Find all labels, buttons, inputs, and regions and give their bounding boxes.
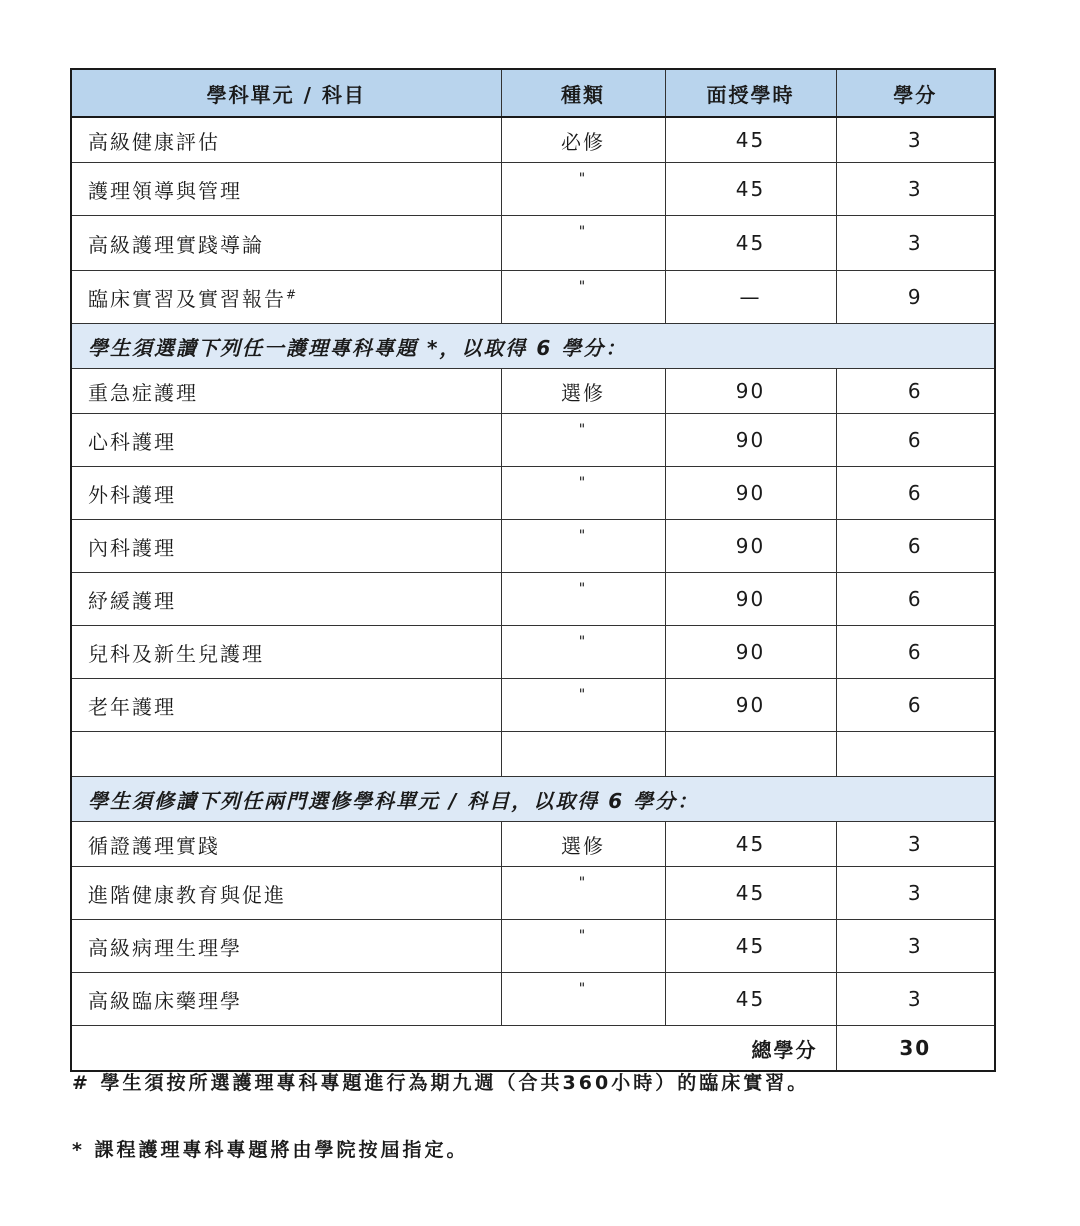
footnotes bbox=[72, 1068, 1032, 1162]
subject-credits: 3 bbox=[836, 163, 995, 216]
table-row bbox=[71, 216, 995, 271]
footnote-specialty-topic: * 課程護理專科專題將由學院按屆指定。 bbox=[72, 1139, 469, 1161]
subject-credits: 6 bbox=[836, 369, 995, 414]
empty-cell bbox=[501, 732, 665, 777]
subject-credits: 3 bbox=[836, 117, 995, 163]
table-row bbox=[71, 271, 995, 324]
subject-type-ditto: " bbox=[501, 973, 665, 1026]
table-row bbox=[71, 414, 995, 467]
section-header-elective bbox=[71, 777, 995, 822]
subject-hours: 45 bbox=[665, 822, 836, 867]
subject-hours: 90 bbox=[665, 467, 836, 520]
subject-name: 高級護理實踐導論 bbox=[71, 216, 501, 271]
subject-hours: 45 bbox=[665, 920, 836, 973]
subject-hours: 90 bbox=[665, 520, 836, 573]
subject-hours: 90 bbox=[665, 626, 836, 679]
subject-credits: 6 bbox=[836, 573, 995, 626]
subject-credits: 9 bbox=[836, 271, 995, 324]
table-row bbox=[71, 822, 995, 867]
header-credits: 學分 bbox=[836, 69, 995, 117]
subject-credits: 3 bbox=[836, 973, 995, 1026]
subject-type-ditto: " bbox=[501, 467, 665, 520]
subject-name: 高級臨床藥理學 bbox=[71, 973, 501, 1026]
subject-name: 進階健康教育與促進 bbox=[71, 867, 501, 920]
subject-type-ditto: " bbox=[501, 414, 665, 467]
subject-name: 心科護理 bbox=[71, 414, 501, 467]
subject-hours: 45 bbox=[665, 216, 836, 271]
empty-row bbox=[71, 732, 995, 777]
table-row bbox=[71, 867, 995, 920]
subject-credits: 6 bbox=[836, 626, 995, 679]
subject-type-ditto: " bbox=[501, 679, 665, 732]
subject-name: 老年護理 bbox=[71, 679, 501, 732]
table-row bbox=[71, 679, 995, 732]
curriculum-table-container bbox=[70, 68, 994, 1072]
table-header-row bbox=[71, 69, 995, 117]
subject-type-ditto: " bbox=[501, 216, 665, 271]
subject-type-ditto: " bbox=[501, 520, 665, 573]
subject-name: 內科護理 bbox=[71, 520, 501, 573]
subject-hours: 90 bbox=[665, 414, 836, 467]
empty-cell bbox=[665, 732, 836, 777]
table-row bbox=[71, 369, 995, 414]
subject-name: 臨床實習及實習報告 bbox=[88, 286, 286, 311]
subject-credits: 3 bbox=[836, 216, 995, 271]
subject-credits: 3 bbox=[836, 867, 995, 920]
header-subject: 學科單元 / 科目 bbox=[71, 69, 501, 117]
subject-name: 外科護理 bbox=[71, 467, 501, 520]
curriculum-table bbox=[70, 68, 996, 1072]
empty-cell bbox=[836, 732, 995, 777]
table-row bbox=[71, 520, 995, 573]
table-row bbox=[71, 973, 995, 1026]
footnote-marker: # bbox=[286, 286, 299, 301]
subject-type-ditto: " bbox=[501, 573, 665, 626]
header-type: 種類 bbox=[501, 69, 665, 117]
table-row bbox=[71, 467, 995, 520]
footnote-clinical-practicum: # 學生須按所選護理專科專題進行為期九週（合共360小時）的臨床實習。 bbox=[72, 1072, 810, 1094]
subject-hours: 45 bbox=[665, 117, 836, 163]
section-title: 學生須選讀下列任一護理專科專題 *，以取得 6 學分： bbox=[71, 324, 995, 369]
subject-name-with-sup bbox=[71, 271, 501, 324]
subject-hours: 90 bbox=[665, 573, 836, 626]
subject-hours: 45 bbox=[665, 867, 836, 920]
subject-type: 必修 bbox=[501, 117, 665, 163]
section-header-specialty bbox=[71, 324, 995, 369]
subject-hours: 90 bbox=[665, 369, 836, 414]
subject-type: 選修 bbox=[501, 369, 665, 414]
table-row bbox=[71, 573, 995, 626]
subject-type: 選修 bbox=[501, 822, 665, 867]
subject-type-ditto: " bbox=[501, 626, 665, 679]
subject-type-ditto: " bbox=[501, 163, 665, 216]
subject-name: 護理領導與管理 bbox=[71, 163, 501, 216]
empty-cell bbox=[71, 732, 501, 777]
subject-hours: 90 bbox=[665, 679, 836, 732]
subject-credits: 3 bbox=[836, 920, 995, 973]
subject-name: 兒科及新生兒護理 bbox=[71, 626, 501, 679]
total-label: 總學分 bbox=[71, 1026, 836, 1072]
total-row bbox=[71, 1026, 995, 1072]
subject-name: 循證護理實踐 bbox=[71, 822, 501, 867]
table-row bbox=[71, 626, 995, 679]
table-row bbox=[71, 117, 995, 163]
header-hours: 面授學時 bbox=[665, 69, 836, 117]
subject-type-ditto: " bbox=[501, 867, 665, 920]
subject-credits: 6 bbox=[836, 679, 995, 732]
subject-credits: 6 bbox=[836, 414, 995, 467]
subject-credits: 3 bbox=[836, 822, 995, 867]
table-row bbox=[71, 920, 995, 973]
subject-name: 高級病理生理學 bbox=[71, 920, 501, 973]
subject-hours: — bbox=[665, 271, 836, 324]
subject-name: 重急症護理 bbox=[71, 369, 501, 414]
table-row bbox=[71, 163, 995, 216]
subject-credits: 6 bbox=[836, 467, 995, 520]
subject-type-ditto: " bbox=[501, 920, 665, 973]
total-value: 30 bbox=[836, 1026, 995, 1072]
subject-credits: 6 bbox=[836, 520, 995, 573]
subject-type-ditto: " bbox=[501, 271, 665, 324]
section-title: 學生須修讀下列任兩門選修學科單元 / 科目，以取得 6 學分： bbox=[71, 777, 995, 822]
subject-name: 高級健康評估 bbox=[71, 117, 501, 163]
subject-name: 紓緩護理 bbox=[71, 573, 501, 626]
subject-hours: 45 bbox=[665, 163, 836, 216]
subject-hours: 45 bbox=[665, 973, 836, 1026]
